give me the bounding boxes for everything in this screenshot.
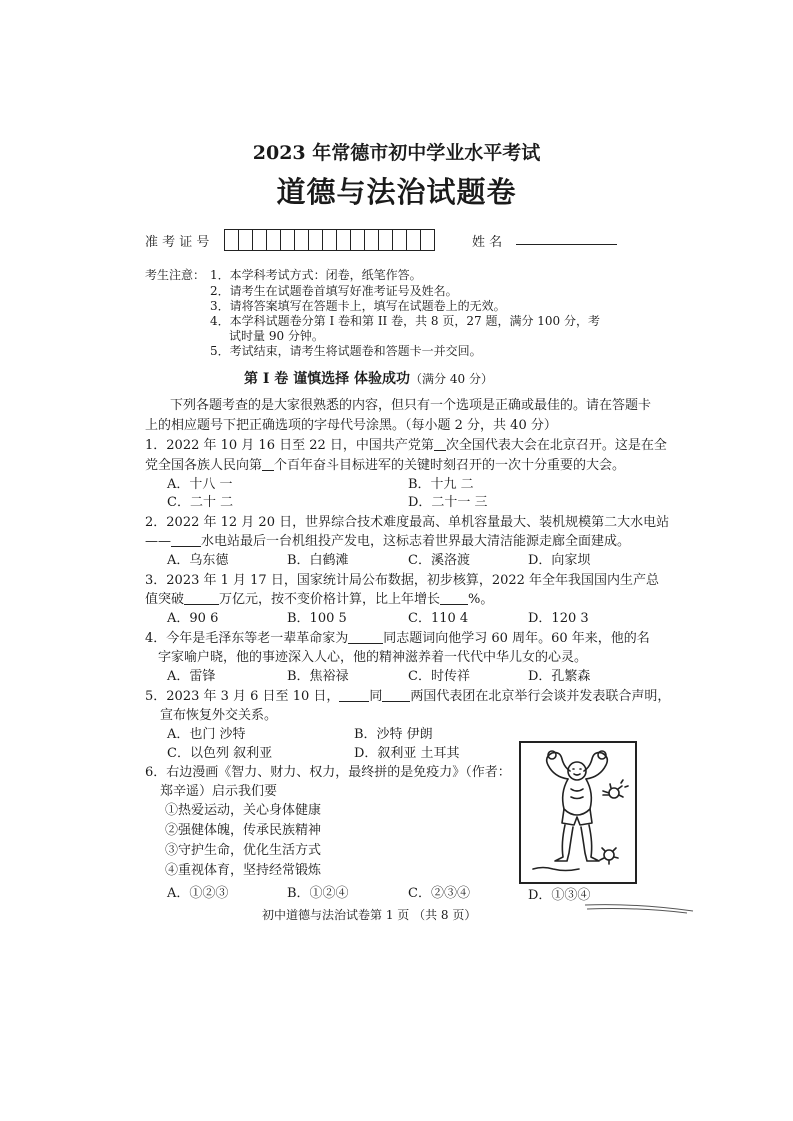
id-digit-box[interactable] [406, 229, 421, 251]
question-5-line: 宣布恢复外交关系。 [160, 708, 278, 723]
option-c[interactable]: C．溪洛渡 [408, 553, 470, 568]
option-c[interactable]: C．二十 二 [167, 495, 234, 510]
question-1-line [145, 454, 625, 473]
question-1-line [145, 434, 667, 453]
option-d[interactable]: D．120 3 [528, 611, 589, 626]
question-text: 1．2022 年 10 月 16 日至 22 日，中国共产党第 [145, 438, 434, 453]
option-a[interactable]: A．十八 一 [167, 477, 233, 492]
question-4-line [145, 627, 650, 646]
question-2-line: 2．2022 年 12 月 20 日，世界综合技术难度最高、单机容量最大、装机规模第二大水电站 [145, 515, 670, 530]
option-d[interactable]: D．二十一 三 [408, 495, 488, 510]
section-score: （满分 40 分） [410, 372, 493, 386]
question-text: 两国代表团在北京举行会谈并发表联合声明， [410, 689, 671, 704]
section-intro-line: 上的相应题号下把正确选项的字母代号涂黑。（每小题 2 分，共 40 分） [145, 418, 557, 433]
answer-blank [382, 688, 410, 702]
question-2-line [145, 530, 630, 549]
option-c[interactable]: C．②③④ [408, 886, 470, 901]
exam-title-line2: 道德与法治试题卷 [276, 175, 517, 209]
question-text: 次全国代表大会在北京召开。这是在全 [445, 438, 667, 453]
question-text: 党全国各族人民向第 [145, 458, 263, 473]
question-3-line: 3．2023 年 1 月 17 日，国家统计局公布数据，初步核算，2022 年全年我国国内生产总 [145, 573, 660, 588]
option-d[interactable]: D．叙利亚 土耳其 [354, 746, 460, 761]
name-field-line[interactable] [516, 244, 617, 245]
option-a[interactable]: A．乌东德 [167, 553, 229, 568]
notice-item: 3．请将答案填写在答题卡上，填写在试题卷上的无效。 [210, 299, 506, 313]
option-b[interactable]: B．十九 二 [408, 477, 474, 492]
id-digit-box[interactable] [280, 229, 295, 251]
question-text: 水电站最后一台机组投产发电，这标志着世界最大清洁能源走廊全面建成。 [201, 534, 631, 549]
option-b[interactable]: B．焦裕禄 [287, 669, 349, 684]
id-digit-box[interactable] [336, 229, 351, 251]
question-text: 4．今年是毛泽东等老一辈革命家为 [145, 631, 349, 646]
exam-title-line1: 2023 年常德市初中学业水平考试 [252, 142, 541, 164]
id-digit-box[interactable] [266, 229, 281, 251]
answer-blank [339, 688, 369, 702]
notice-item: 1．本学科考试方式：闭卷，纸笔作答。 [210, 268, 422, 282]
id-number-boxes[interactable] [225, 229, 435, 251]
name-label: 姓 名 [472, 235, 503, 250]
notice-item: 试时量 90 分钟。 [229, 329, 324, 343]
option-b[interactable]: B．100 5 [287, 611, 347, 626]
option-c[interactable]: C．以色列 叙利亚 [167, 746, 273, 761]
statement-item: ①热爱运动，关心身体健康 [165, 803, 322, 818]
question-text: —— [145, 534, 171, 549]
option-d[interactable]: D．向家坝 [528, 553, 591, 568]
option-a[interactable]: A．90 6 [167, 611, 219, 626]
id-digit-box[interactable] [238, 229, 253, 251]
statement-item: ②强健体魄，传承民族精神 [165, 823, 322, 838]
section-title [244, 368, 493, 388]
answer-blank [440, 591, 468, 605]
option-b[interactable]: B．白鹤滩 [287, 553, 349, 568]
question-text: 同志题词向他学习 60 周年。60 年来，他的名 [383, 631, 650, 646]
id-digit-box[interactable] [308, 229, 323, 251]
notice-item: 2．请考生在试题卷首填写好准考证号及姓名。 [210, 284, 458, 298]
answer-blank [171, 533, 201, 547]
question-text: 同 [369, 689, 383, 704]
id-digit-box[interactable] [420, 229, 435, 251]
id-number-label: 准 考 证 号 [145, 235, 210, 250]
id-digit-box[interactable] [224, 229, 239, 251]
question-text: 个百年奋斗目标进军的关键时刻召开的一次十分重要的大会。 [274, 458, 626, 473]
question-6-line: 郑辛遥）启示我们要 [160, 784, 278, 799]
question-3-line [145, 588, 493, 607]
option-b[interactable]: B．沙特 伊朗 [354, 727, 433, 742]
id-digit-box[interactable] [294, 229, 309, 251]
cartoon-image [519, 741, 637, 884]
question-text: %。 [468, 592, 494, 607]
option-c[interactable]: C．110 4 [408, 611, 469, 626]
statement-item: ③守护生命，优化生活方式 [165, 843, 322, 858]
option-a[interactable]: A．也门 沙特 [167, 727, 246, 742]
question-5-line [145, 685, 670, 704]
option-b[interactable]: B．①②④ [287, 886, 349, 901]
notice-item: 5．考试结束，请考生将试题卷和答题卡一并交回。 [210, 344, 482, 358]
answer-blank [262, 457, 274, 471]
question-text: 5．2023 年 3 月 6 日至 10 日， [145, 689, 340, 704]
notice-label: 考生注意： [145, 268, 206, 282]
option-a[interactable]: A．雷锋 [167, 669, 216, 684]
option-c[interactable]: C．时传祥 [408, 669, 470, 684]
question-4-line: 字家喻户晓，他的事迹深入人心，他的精神滋养着一代代中华儿女的心灵。 [158, 650, 588, 665]
statement-item: ④重视体育，坚持经常锻炼 [165, 863, 322, 878]
question-6-line: 6．右边漫画《智力、财力、权力，最终拼的是免疫力》（作者： [145, 765, 511, 780]
page-footer: 初中道德与法治试卷第 1 页 （共 8 页） [262, 908, 477, 922]
id-digit-box[interactable] [378, 229, 393, 251]
answer-blank [348, 630, 383, 644]
answer-blank [184, 591, 219, 605]
id-digit-box[interactable] [252, 229, 267, 251]
muscleman-cartoon-illustration [521, 743, 635, 882]
section-intro-line: 下列各题考查的是大家很熟悉的内容，但只有一个选项是正确或最佳的。请在答题卡 [170, 398, 652, 413]
notice-item: 4．本学科试题卷分第 I 卷和第 II 卷，共 8 页，27 题，满分 100 分，考 [210, 314, 600, 328]
id-digit-box[interactable] [350, 229, 365, 251]
question-text: 万亿元，按不变价格计算，比上年增长 [219, 592, 441, 607]
question-text: 值突破 [145, 592, 185, 607]
option-a[interactable]: A．①②③ [167, 886, 229, 901]
id-digit-box[interactable] [364, 229, 379, 251]
id-digit-box[interactable] [322, 229, 337, 251]
pen-scrawl-lines [583, 901, 695, 915]
option-d[interactable]: D．孔繁森 [528, 669, 591, 684]
option-d[interactable]: D．①③④ [528, 888, 591, 903]
id-digit-box[interactable] [392, 229, 407, 251]
answer-blank [434, 437, 446, 451]
section-title-text: 第 I 卷 谨慎选择 体验成功 [244, 371, 411, 387]
